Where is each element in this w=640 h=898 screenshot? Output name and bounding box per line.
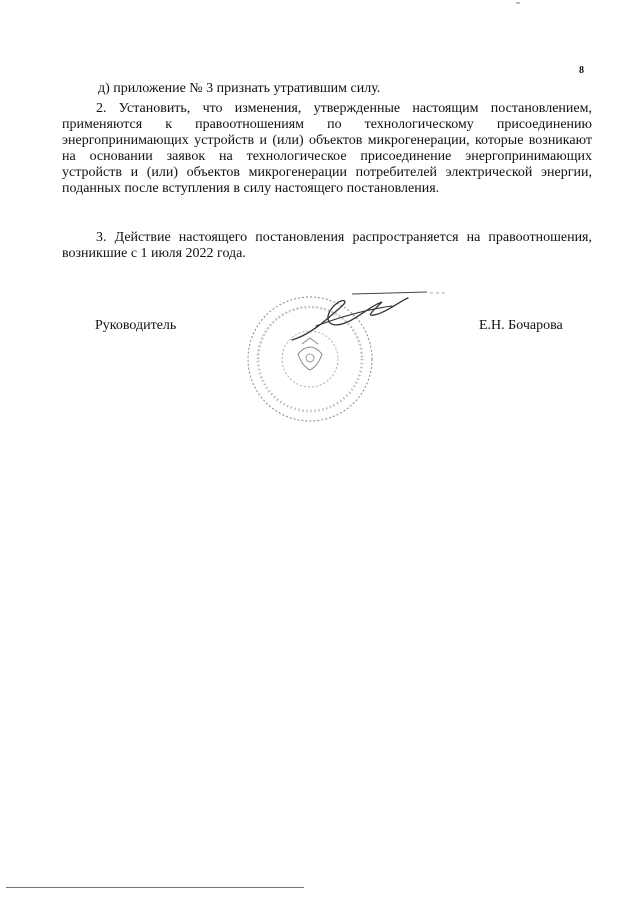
signature-name: Е.Н. Бочарова (479, 318, 563, 333)
paragraph-2: 2. Установить, что изменения, утвержденные настоящим постановлением, применяются к правоотношениям по технологическому присоединению энергопринимающих устройств и (или) объектов микрогенерации, которые возникают на основании заявок на технологическое присоединение энергопринимающих устройств и (или) объектов микрогенерации потребителей электрической энергии, поданных после вступления в силу настоящего постановления. (62, 101, 592, 196)
paragraph-3: 3. Действие настоящего постановления распространяется на правоотношения, возникшие с 1 июля 2022 года. (62, 230, 592, 261)
official-seal-icon (232, 284, 452, 424)
bottom-scan-line (6, 887, 304, 888)
scan-mark (516, 2, 520, 4)
page-number: 8 (579, 65, 584, 76)
signature-title: Руководитель (95, 318, 177, 333)
paragraph-item-d: д) приложение № 3 признать утратившим силу. (98, 81, 381, 96)
